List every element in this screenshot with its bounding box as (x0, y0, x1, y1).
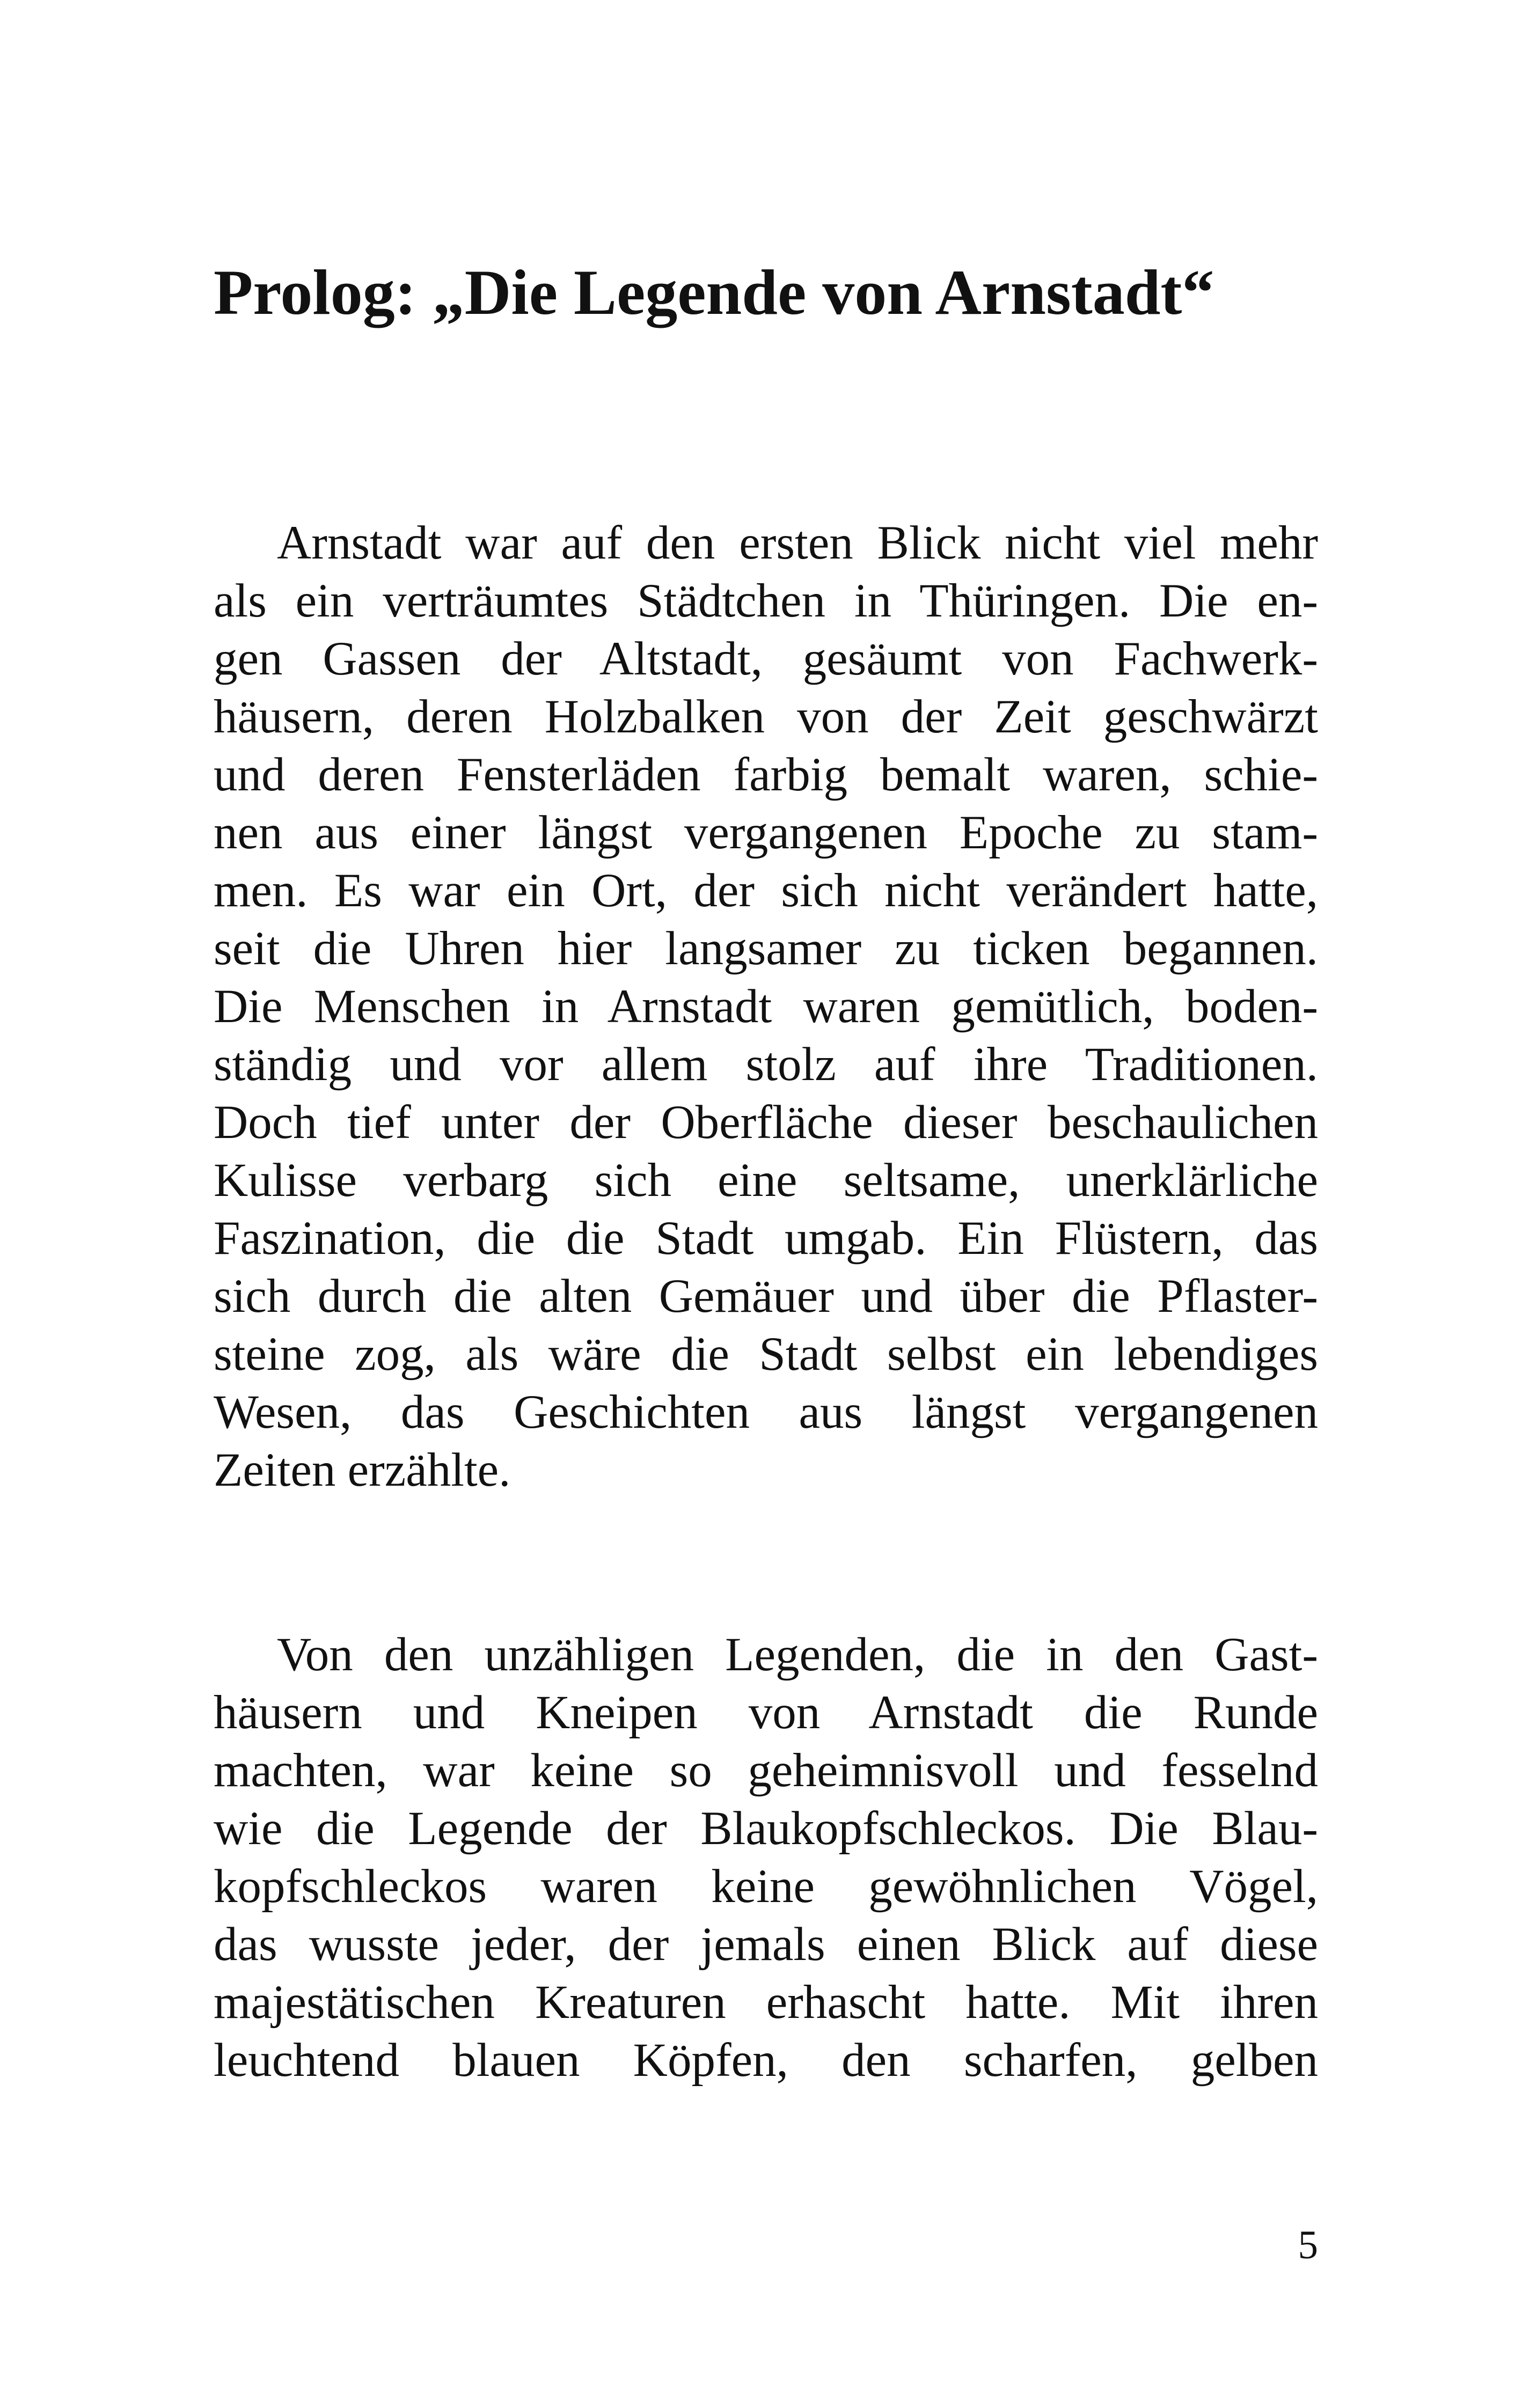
paragraph-line: leuchtend blauen Köpfen, den scharfen, gelben (214, 2034, 1318, 2087)
paragraph-line: Die Menschen in Arnstadt waren gemütlich, boden- (214, 980, 1318, 1033)
paragraph-line: wie die Legende der Blaukopfschleckos. Die Blau- (214, 1802, 1318, 1855)
paragraph-line: Von den unzähligen Legenden, die in den Gast- (277, 1628, 1318, 1681)
paragraph-line: Doch tief unter der Oberfläche dieser beschaulichen (214, 1096, 1318, 1149)
paragraph-line: machten, war keine so geheimnisvoll und fesselnd (214, 1744, 1318, 1797)
paragraph-1 (214, 514, 1318, 1499)
paragraph-line: sich durch die alten Gemäuer und über die Pflaster- (214, 1270, 1318, 1323)
paragraph-line: und deren Fensterläden farbig bemalt waren, schie- (214, 748, 1318, 801)
paragraph-line: Faszination, die die Stadt umgab. Ein Flüstern, das (214, 1212, 1318, 1265)
page-number: 5 (1298, 2223, 1318, 2267)
paragraph-line: gen Gassen der Altstadt, gesäumt von Fachwerk- (214, 633, 1318, 685)
paragraph-line: das wusste jeder, der jemals einen Blick auf diese (214, 1918, 1318, 1971)
paragraph-line: steine zog, als wäre die Stadt selbst ein lebendiges (214, 1328, 1318, 1381)
paragraph-line: Arnstadt war auf den ersten Blick nicht viel mehr (277, 517, 1318, 569)
paragraph-line: Wesen, das Geschichten aus längst vergangenen (214, 1386, 1318, 1438)
paragraph-line: nen aus einer längst vergangenen Epoche zu stam- (214, 806, 1318, 859)
paragraph-line: men. Es war ein Ort, der sich nicht verändert hatte, (214, 864, 1318, 917)
paragraph-line: als ein verträumtes Städtchen in Thüringen. Die en- (214, 575, 1318, 627)
paragraph-line: Kulisse verbarg sich eine seltsame, unerklärliche (214, 1154, 1318, 1207)
paragraph-line: Zeiten erzählte. (214, 1444, 511, 1496)
paragraph-line: majestätischen Kreaturen erhascht hatte. Mit ihren (214, 1976, 1318, 2029)
paragraph-line: häusern und Kneipen von Arnstadt die Runde (214, 1686, 1318, 1739)
paragraph-line: kopfschleckos waren keine gewöhnlichen Vögel, (214, 1860, 1318, 1913)
paragraph-line: seit die Uhren hier langsamer zu ticken begannen. (214, 922, 1318, 975)
paragraph-line: häusern, deren Holzbalken von der Zeit geschwärzt (214, 691, 1318, 743)
paragraph-2 (214, 1626, 1318, 2089)
paragraph-line: ständig und vor allem stolz auf ihre Traditionen. (214, 1038, 1318, 1091)
chapter-heading: Prolog: „Die Legende von Arnstadt“ (214, 256, 1214, 328)
